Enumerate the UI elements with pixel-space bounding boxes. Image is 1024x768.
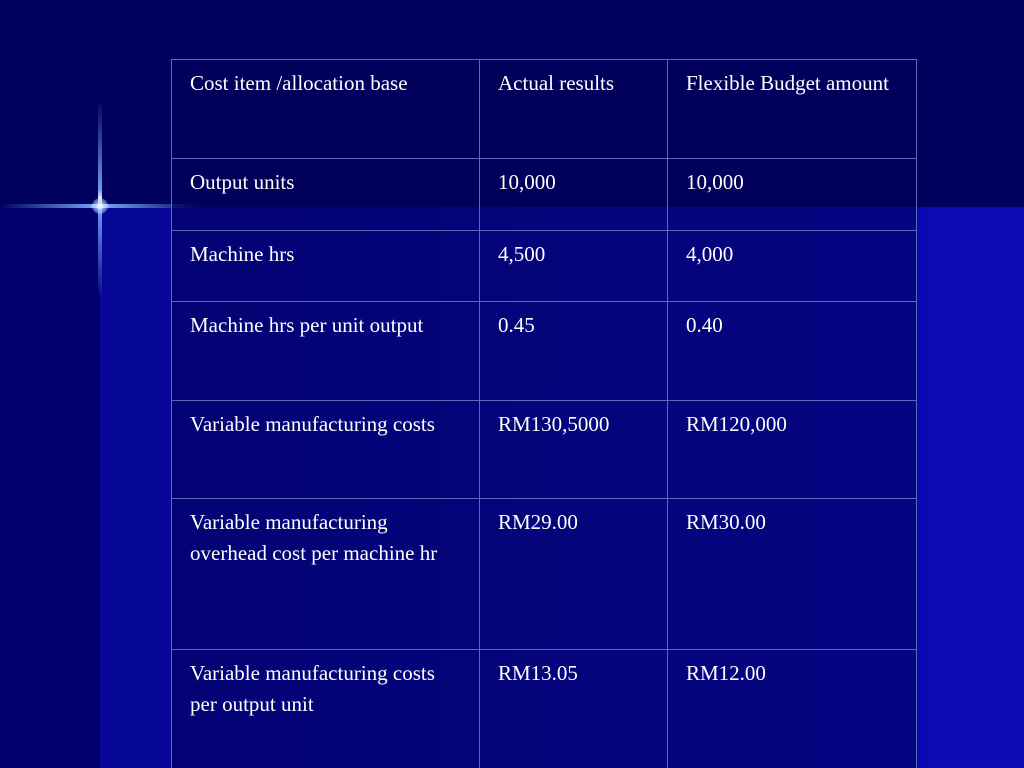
row-label: Output units xyxy=(172,159,480,231)
budget-value: RM30.00 xyxy=(668,499,917,650)
table-row xyxy=(172,650,917,768)
actual-value: 4,500 xyxy=(480,231,668,302)
header-actual-results: Actual results xyxy=(480,60,668,159)
budget-value: RM12.00 xyxy=(668,650,917,768)
row-label: Machine hrs per unit output xyxy=(172,302,480,401)
table-row xyxy=(172,159,917,231)
background-left-band xyxy=(0,207,100,768)
budget-value: 0.40 xyxy=(668,302,917,401)
row-label: Variable manufacturing overhead cost per machine hr xyxy=(172,499,480,650)
actual-value: 0.45 xyxy=(480,302,668,401)
actual-value: RM29.00 xyxy=(480,499,668,650)
sparkle-star-icon xyxy=(92,198,108,214)
table-row xyxy=(172,231,917,302)
cost-comparison-table xyxy=(171,59,917,768)
actual-value: 10,000 xyxy=(480,159,668,231)
header-flexible-budget: Flexible Budget amount xyxy=(668,60,917,159)
budget-value: RM120,000 xyxy=(668,401,917,499)
row-label: Variable manufacturing costs per output unit xyxy=(172,650,480,768)
table-row xyxy=(172,499,917,650)
actual-value: RM130,5000 xyxy=(480,401,668,499)
row-label: Machine hrs xyxy=(172,231,480,302)
row-label: Variable manufacturing costs xyxy=(172,401,480,499)
budget-value: 10,000 xyxy=(668,159,917,231)
table-row xyxy=(172,401,917,499)
actual-value: RM13.05 xyxy=(480,650,668,768)
table-header-row xyxy=(172,60,917,159)
header-cost-item: Cost item /allocation base xyxy=(172,60,480,159)
budget-value: 4,000 xyxy=(668,231,917,302)
table-row xyxy=(172,302,917,401)
